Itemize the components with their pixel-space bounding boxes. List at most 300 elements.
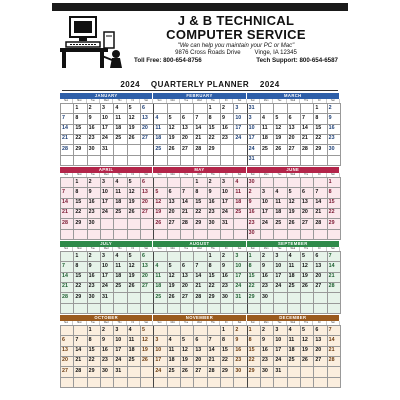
date-cell — [288, 378, 301, 388]
date-cell: 8 — [88, 336, 101, 346]
date-cell — [168, 104, 181, 114]
date-cell: 14 — [208, 347, 221, 357]
date-cell: 23 — [328, 135, 341, 145]
date-cell: 14 — [328, 262, 341, 272]
date-cell: 19 — [181, 357, 194, 367]
date-cell: 8 — [248, 262, 261, 272]
date-cell: 20 — [61, 357, 74, 367]
date-cell — [128, 304, 141, 314]
date-cell: 9 — [261, 262, 274, 272]
date-cell: 9 — [261, 336, 274, 346]
date-cell: 5 — [128, 252, 141, 262]
date-cell: 1 — [74, 252, 87, 262]
date-cell: 28 — [61, 219, 74, 229]
date-cell — [181, 178, 194, 188]
date-grid — [60, 177, 341, 240]
date-cell: 11 — [114, 262, 127, 272]
date-cell: 17 — [221, 199, 234, 209]
date-cell: 8 — [194, 188, 207, 198]
date-cell: 23 — [261, 283, 274, 293]
date-cell: 27 — [141, 283, 154, 293]
quarter-block — [60, 241, 340, 313]
weekday-label: Thu — [207, 247, 220, 251]
date-cell: 20 — [314, 347, 327, 357]
date-cell: 7 — [194, 262, 207, 272]
date-cell: 19 — [274, 135, 287, 145]
date-cell — [74, 326, 87, 336]
date-cell: 23 — [221, 135, 234, 145]
date-cell — [221, 304, 234, 314]
date-cell — [234, 219, 247, 229]
date-cell: 18 — [288, 347, 301, 357]
date-cell: 20 — [141, 125, 154, 135]
date-cell — [194, 230, 207, 240]
date-cell: 14 — [61, 199, 74, 209]
date-cell — [288, 304, 301, 314]
date-cell: 25 — [274, 219, 287, 229]
date-cell — [141, 378, 154, 388]
date-cell: 21 — [61, 209, 74, 219]
date-cell: 31 — [248, 156, 261, 166]
date-cell: 18 — [168, 357, 181, 367]
date-cell — [154, 156, 167, 166]
date-cell: 1 — [208, 104, 221, 114]
date-cell: 23 — [234, 357, 247, 367]
date-cell: 24 — [114, 357, 127, 367]
date-cell: 30 — [248, 178, 261, 188]
date-cell: 17 — [248, 135, 261, 145]
date-cell: 25 — [288, 357, 301, 367]
date-cell: 24 — [101, 135, 114, 145]
weekday-label: Tue — [180, 247, 193, 251]
date-cell: 19 — [301, 273, 314, 283]
date-cell: 1 — [194, 178, 207, 188]
date-cell: 9 — [234, 336, 247, 346]
weekday-label: Thu — [207, 173, 220, 177]
computer-technician-icon — [56, 14, 124, 70]
date-cell — [128, 367, 141, 377]
date-cell: 27 — [194, 367, 207, 377]
weekday-label: Tue — [180, 321, 193, 325]
date-cell: 17 — [261, 209, 274, 219]
date-cell: 30 — [88, 219, 101, 229]
date-cell: 20 — [141, 273, 154, 283]
date-cell: 19 — [141, 347, 154, 357]
date-cell — [141, 156, 154, 166]
date-cell: 22 — [88, 357, 101, 367]
date-cell: 28 — [301, 145, 314, 155]
date-cell — [221, 230, 234, 240]
date-cell — [301, 178, 314, 188]
date-cell: 17 — [154, 357, 167, 367]
date-cell: 21 — [61, 283, 74, 293]
date-cell: 5 — [301, 326, 314, 336]
date-cell — [154, 230, 167, 240]
date-cell: 18 — [154, 283, 167, 293]
weekday-label: Fri — [313, 321, 326, 325]
date-cell — [261, 230, 274, 240]
date-cell: 28 — [194, 293, 207, 303]
date-cell: 5 — [168, 114, 181, 124]
date-cell: 3 — [274, 252, 287, 262]
date-cell: 25 — [261, 145, 274, 155]
date-cell — [274, 304, 287, 314]
date-cell — [261, 178, 274, 188]
date-cell: 30 — [328, 145, 341, 155]
date-cell — [154, 104, 167, 114]
date-cell: 26 — [128, 209, 141, 219]
date-grid — [60, 325, 341, 388]
date-cell: 27 — [181, 293, 194, 303]
date-cell: 23 — [221, 283, 234, 293]
date-cell: 11 — [154, 125, 167, 135]
date-cell — [101, 304, 114, 314]
date-cell: 16 — [101, 347, 114, 357]
weekday-label: Tue — [87, 99, 100, 103]
date-cell — [154, 378, 167, 388]
date-cell: 31 — [234, 293, 247, 303]
weekday-label: Mon — [73, 99, 86, 103]
street-address: 9876 Cross Roads Drive — [175, 50, 241, 56]
title-rule — [62, 90, 338, 91]
date-cell — [61, 304, 74, 314]
date-cell — [274, 178, 287, 188]
date-cell — [74, 378, 87, 388]
date-cell: 14 — [194, 125, 207, 135]
date-cell — [314, 156, 327, 166]
date-cell: 14 — [74, 347, 87, 357]
date-cell: 1 — [221, 326, 234, 336]
date-cell: 15 — [208, 125, 221, 135]
date-cell: 3 — [101, 252, 114, 262]
date-cell — [194, 304, 207, 314]
date-cell: 25 — [154, 145, 167, 155]
date-cell — [288, 230, 301, 240]
date-cell: 23 — [88, 283, 101, 293]
weekday-label: Sun — [153, 247, 166, 251]
weekday-label: Sat — [140, 99, 153, 103]
date-cell — [74, 156, 87, 166]
date-cell: 22 — [74, 283, 87, 293]
date-cell — [128, 378, 141, 388]
date-cell: 21 — [194, 135, 207, 145]
date-cell — [274, 104, 287, 114]
date-cell: 7 — [61, 188, 74, 198]
date-cell: 29 — [194, 219, 207, 229]
date-cell — [61, 178, 74, 188]
weekday-label: Mon — [167, 99, 180, 103]
date-cell: 5 — [181, 336, 194, 346]
date-cell — [301, 156, 314, 166]
date-cell: 11 — [274, 199, 287, 209]
date-cell: 6 — [181, 262, 194, 272]
date-cell: 15 — [74, 199, 87, 209]
date-cell: 15 — [328, 199, 341, 209]
date-cell: 2 — [261, 252, 274, 262]
date-cell — [114, 293, 127, 303]
date-cell: 21 — [328, 347, 341, 357]
date-cell: 15 — [88, 347, 101, 357]
weekday-label: Thu — [113, 173, 126, 177]
date-cell: 14 — [314, 199, 327, 209]
month-name: MARCH — [247, 93, 340, 99]
weekday-label: Sun — [153, 99, 166, 103]
date-cell — [221, 156, 234, 166]
date-cell: 12 — [168, 273, 181, 283]
date-cell: 12 — [128, 114, 141, 124]
date-cell: 26 — [141, 357, 154, 367]
date-cell — [208, 304, 221, 314]
date-cell: 7 — [181, 188, 194, 198]
weekday-label: Mon — [167, 247, 180, 251]
date-cell — [328, 304, 341, 314]
date-cell: 5 — [288, 188, 301, 198]
date-cell — [288, 367, 301, 377]
date-cell: 25 — [288, 283, 301, 293]
date-cell: 19 — [128, 273, 141, 283]
city-state-zip: Vinge, IA 12345 — [254, 50, 297, 56]
weekday-label: Fri — [220, 173, 233, 177]
date-cell: 17 — [101, 199, 114, 209]
quarter-block — [60, 167, 340, 239]
date-cell: 2 — [208, 178, 221, 188]
date-cell: 3 — [154, 336, 167, 346]
weekday-label: Thu — [113, 247, 126, 251]
date-cell: 22 — [194, 209, 207, 219]
date-cell: 19 — [128, 125, 141, 135]
weekday-label: Sun — [247, 173, 260, 177]
date-cell: 4 — [168, 336, 181, 346]
date-cell: 28 — [328, 357, 341, 367]
date-cell: 4 — [128, 326, 141, 336]
date-cell: 4 — [114, 178, 127, 188]
date-cell: 24 — [101, 283, 114, 293]
date-cell — [168, 378, 181, 388]
date-cell: 5 — [154, 188, 167, 198]
month-name: APRIL — [60, 167, 153, 173]
date-cell: 10 — [114, 336, 127, 346]
date-cell: 13 — [141, 188, 154, 198]
company-name-line1: J & B TECHNICAL — [177, 13, 295, 28]
date-cell: 7 — [61, 114, 74, 124]
date-cell: 8 — [314, 114, 327, 124]
date-cell: 30 — [248, 230, 261, 240]
date-cell — [181, 252, 194, 262]
planner-title — [52, 80, 348, 89]
date-cell: 2 — [328, 104, 341, 114]
weekday-label: Sun — [247, 321, 260, 325]
date-cell: 2 — [234, 326, 247, 336]
date-cell: 13 — [61, 347, 74, 357]
weekday-label: Wed — [100, 321, 113, 325]
weekday-label: Wed — [193, 99, 206, 103]
date-cell: 23 — [248, 219, 261, 229]
date-cell: 27 — [314, 283, 327, 293]
date-cell: 23 — [88, 135, 101, 145]
date-cell: 19 — [168, 135, 181, 145]
date-cell: 25 — [168, 367, 181, 377]
date-cell: 24 — [101, 209, 114, 219]
date-cell: 5 — [168, 262, 181, 272]
date-cell — [208, 156, 221, 166]
date-cell: 7 — [194, 114, 207, 124]
date-cell: 12 — [301, 336, 314, 346]
weekday-label: Fri — [313, 247, 326, 251]
date-cell — [154, 326, 167, 336]
date-cell: 24 — [221, 209, 234, 219]
date-cell — [114, 304, 127, 314]
date-cell — [128, 145, 141, 155]
date-cell: 13 — [194, 347, 207, 357]
date-cell: 3 — [101, 178, 114, 188]
date-cell — [141, 367, 154, 377]
date-cell: 11 — [114, 188, 127, 198]
date-cell: 15 — [194, 199, 207, 209]
date-cell: 3 — [114, 326, 127, 336]
weekday-label: Mon — [167, 321, 180, 325]
date-cell — [88, 304, 101, 314]
date-cell: 27 — [288, 145, 301, 155]
date-cell: 4 — [234, 178, 247, 188]
date-cell: 29 — [248, 367, 261, 377]
date-cell: 9 — [208, 188, 221, 198]
weekday-label: Tue — [273, 247, 286, 251]
weekday-label: Mon — [73, 247, 86, 251]
weekday-label: Mon — [260, 247, 273, 251]
weekday-label: Wed — [193, 321, 206, 325]
date-cell: 4 — [288, 326, 301, 336]
date-cell — [114, 378, 127, 388]
date-cell: 23 — [88, 209, 101, 219]
toll-free-number: Toll Free: 800-654-8756 — [134, 57, 202, 64]
date-cell: 13 — [181, 125, 194, 135]
date-cell — [141, 219, 154, 229]
quarter-block — [60, 93, 340, 165]
weekday-label: Wed — [287, 247, 300, 251]
date-cell — [181, 378, 194, 388]
date-cell: 2 — [248, 188, 261, 198]
month-name: OCTOBER — [60, 315, 153, 321]
weekday-label: Mon — [73, 173, 86, 177]
weekday-label: Fri — [220, 247, 233, 251]
date-cell: 31 — [101, 145, 114, 155]
date-cell: 7 — [208, 336, 221, 346]
date-cell: 11 — [288, 336, 301, 346]
date-cell: 13 — [141, 262, 154, 272]
date-cell: 9 — [328, 114, 341, 124]
date-cell: 16 — [88, 199, 101, 209]
date-cell: 8 — [208, 262, 221, 272]
date-cell: 22 — [74, 209, 87, 219]
weekday-label: Thu — [207, 321, 220, 325]
date-cell — [314, 304, 327, 314]
planner-title-text: QUARTERLY PLANNER — [150, 80, 250, 89]
month-name: NOVEMBER — [153, 315, 246, 321]
date-cell — [288, 104, 301, 114]
date-cell — [261, 156, 274, 166]
date-cell: 20 — [141, 199, 154, 209]
date-cell: 2 — [221, 104, 234, 114]
date-cell: 17 — [234, 273, 247, 283]
date-cell: 25 — [128, 357, 141, 367]
date-cell: 2 — [88, 252, 101, 262]
date-cell: 22 — [221, 357, 234, 367]
date-cell: 3 — [274, 326, 287, 336]
date-cell: 10 — [154, 347, 167, 357]
date-cell — [328, 293, 341, 303]
month-name: JANUARY — [60, 93, 153, 99]
date-cell: 7 — [74, 336, 87, 346]
date-cell — [288, 178, 301, 188]
date-cell — [74, 304, 87, 314]
date-cell — [208, 326, 221, 336]
date-cell: 15 — [74, 125, 87, 135]
date-grid — [60, 251, 341, 314]
date-cell: 21 — [181, 209, 194, 219]
date-cell: 27 — [181, 145, 194, 155]
date-cell — [128, 230, 141, 240]
weekday-label: Fri — [313, 99, 326, 103]
date-cell: 14 — [194, 273, 207, 283]
date-cell: 31 — [114, 367, 127, 377]
weekday-label: Sat — [327, 173, 340, 177]
date-cell: 2 — [101, 326, 114, 336]
date-cell: 6 — [61, 336, 74, 346]
date-cell: 19 — [128, 199, 141, 209]
date-cell: 10 — [101, 114, 114, 124]
date-cell: 17 — [274, 273, 287, 283]
date-cell — [128, 156, 141, 166]
date-cell: 16 — [221, 273, 234, 283]
date-cell — [234, 378, 247, 388]
date-cell: 5 — [141, 326, 154, 336]
date-cell: 16 — [234, 347, 247, 357]
month-name: FEBRUARY — [153, 93, 246, 99]
date-cell — [181, 326, 194, 336]
date-cell — [168, 156, 181, 166]
date-cell: 14 — [301, 125, 314, 135]
weekday-label: Tue — [273, 321, 286, 325]
date-cell — [274, 230, 287, 240]
weekday-label: Wed — [287, 99, 300, 103]
date-cell: 25 — [234, 209, 247, 219]
month-name: SEPTEMBER — [247, 241, 340, 247]
date-cell — [168, 326, 181, 336]
date-cell — [208, 378, 221, 388]
date-cell: 8 — [221, 336, 234, 346]
date-cell: 31 — [248, 104, 261, 114]
date-cell — [328, 367, 341, 377]
weekday-label: Sat — [327, 321, 340, 325]
date-cell: 21 — [74, 357, 87, 367]
date-cell — [168, 230, 181, 240]
date-cell — [61, 104, 74, 114]
date-cell: 4 — [154, 262, 167, 272]
date-cell — [274, 293, 287, 303]
weekday-label: Fri — [127, 99, 140, 103]
date-cell — [221, 378, 234, 388]
date-cell: 14 — [61, 273, 74, 283]
date-cell: 4 — [154, 114, 167, 124]
date-cell: 3 — [234, 104, 247, 114]
date-cell: 28 — [328, 283, 341, 293]
date-cell: 5 — [301, 252, 314, 262]
date-cell: 16 — [88, 125, 101, 135]
date-cell: 28 — [61, 293, 74, 303]
date-cell: 10 — [234, 262, 247, 272]
date-cell: 13 — [288, 125, 301, 135]
date-cell — [101, 378, 114, 388]
